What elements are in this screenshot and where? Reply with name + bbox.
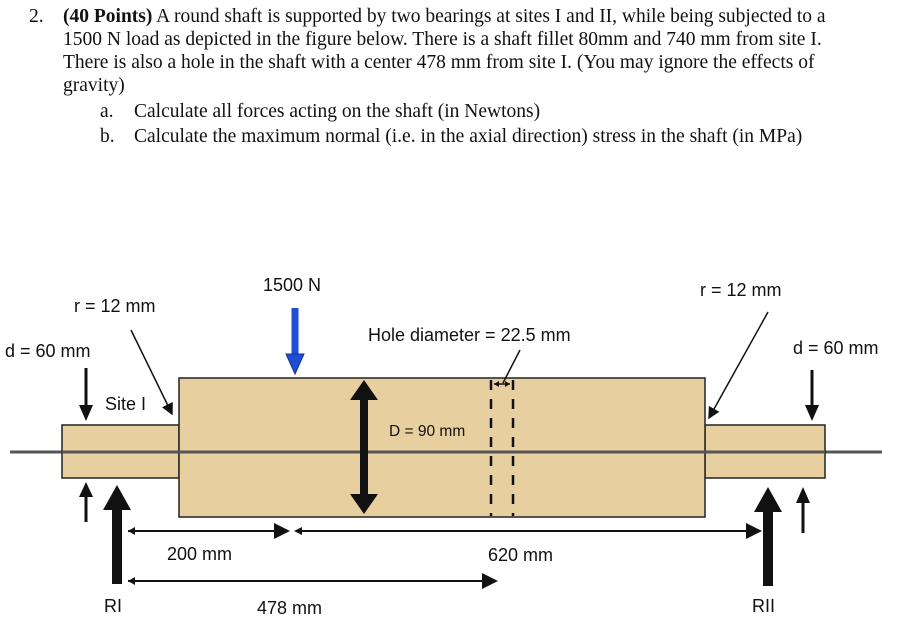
reaction-right-arrowhead: [754, 487, 782, 512]
shaft-center-section: [179, 378, 705, 517]
right-small-up-arrowhead: [796, 487, 810, 503]
question-line-4: gravity): [63, 75, 125, 96]
dim-200-label: 200 mm: [167, 544, 233, 564]
part-b-text: Calculate the maximum normal (i.e. in the axial direction) stress in the shaft (in MPa): [134, 126, 803, 147]
question-line-2: 1500 N load as depicted in the figure below. There is a shaft fillet 80mm and 740 mm from site I.: [63, 29, 822, 50]
question-line-1-text: A round shaft is supported by two bearings at sites I and II, while being subjected to a: [152, 6, 826, 27]
dim-478-label: 478 mm: [257, 598, 323, 618]
question-number: 2.: [29, 6, 44, 27]
question-points: (40 Points): [63, 6, 153, 27]
diam-left-label: d = 60 mm: [5, 341, 91, 361]
diam-right-label: d = 60 mm: [793, 338, 879, 358]
part-b-marker: b.: [100, 126, 115, 147]
dim-200-start: [128, 527, 135, 535]
dim-620-label: 620 mm: [488, 545, 554, 565]
question-line-3: There is also a hole in the shaft with a center 478 mm from site I. (You may ignore the effects of: [63, 52, 815, 73]
fillet-right-label: r = 12 mm: [700, 280, 782, 300]
left-diam-arrowhead: [79, 405, 93, 421]
site-1-label: Site I: [105, 394, 147, 414]
fillet-right-leader: [709, 312, 768, 418]
reaction-left-arrowhead: [103, 485, 131, 510]
load-arrowhead: [286, 354, 304, 374]
reaction-right-label: RII: [752, 596, 776, 616]
fillet-left-label: r = 12 mm: [74, 296, 156, 316]
reaction-left-label: RI: [104, 596, 122, 616]
load-label: 1500 N: [263, 275, 322, 295]
part-a-text: Calculate all forces acting on the shaft (in Newtons): [134, 101, 541, 122]
left-small-up-arrowhead: [79, 482, 93, 497]
part-a-marker: a.: [100, 101, 114, 122]
right-diam-arrowhead: [805, 405, 819, 421]
hole-label: Hole diameter = 22.5 mm: [368, 325, 571, 345]
center-diam-label: D = 90 mm: [389, 423, 466, 440]
dim-620-start: [294, 527, 302, 535]
dim-478-start: [128, 577, 135, 585]
